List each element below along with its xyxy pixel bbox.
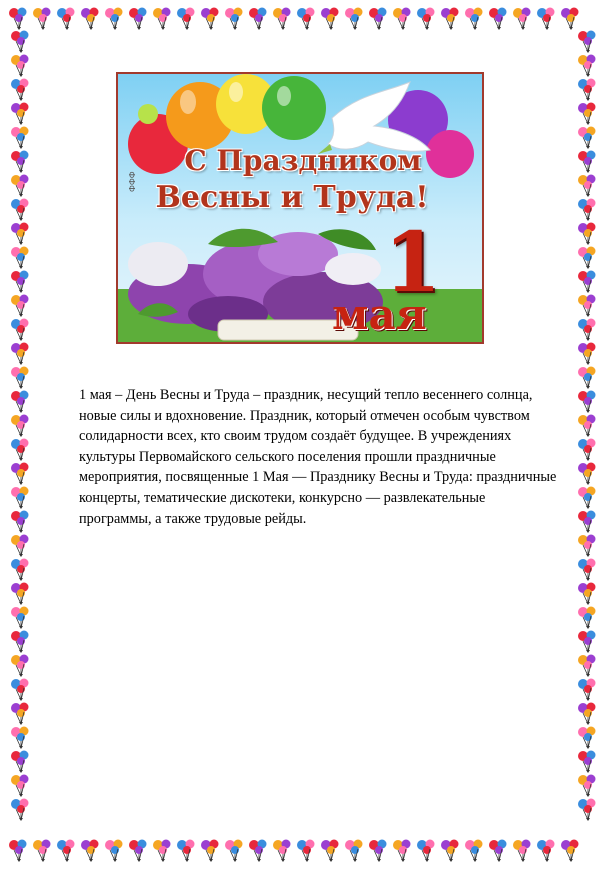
balloon-bunch-icon [577, 102, 599, 126]
balloon-bunch-icon [10, 726, 32, 750]
balloon-bunch-icon [32, 7, 54, 31]
balloon-bunch-icon [10, 798, 32, 822]
balloon-bunch-icon [440, 839, 462, 863]
balloon-bunch-icon [577, 174, 599, 198]
balloon-bunch-icon [248, 7, 270, 31]
balloon-bunch-icon [10, 390, 32, 414]
balloon-bunch-icon [577, 486, 599, 510]
balloon-bunch-icon [152, 7, 174, 31]
balloon-bunch-icon [577, 222, 599, 246]
balloon-bunch-icon [272, 839, 294, 863]
balloon-bunch-icon [10, 630, 32, 654]
balloon-bunch-icon [10, 438, 32, 462]
balloon-bunch-icon [10, 750, 32, 774]
balloon-bunch-icon [10, 78, 32, 102]
balloon-bunch-icon [488, 839, 510, 863]
balloon-bunch-icon [440, 7, 462, 31]
balloon-bunch-icon [10, 486, 32, 510]
balloon-bunch-icon [10, 678, 32, 702]
balloon-bunch-icon [416, 839, 438, 863]
balloon-bunch-icon [10, 654, 32, 678]
balloon-bunch-icon [10, 222, 32, 246]
balloon-bunch-icon [577, 510, 599, 534]
balloon-bunch-icon [10, 342, 32, 366]
balloon-bunch-icon [10, 294, 32, 318]
balloon-bunch-icon [10, 150, 32, 174]
balloon-bunch-icon [10, 510, 32, 534]
balloon-bunch-icon [32, 839, 54, 863]
balloon-bunch-icon [200, 839, 222, 863]
balloon-bunch-icon [10, 582, 32, 606]
balloon-bunch-icon [56, 839, 78, 863]
balloon-bunch-icon [577, 414, 599, 438]
balloon-bunch-icon [80, 7, 102, 31]
balloon-bunch-icon [577, 246, 599, 270]
balloon-bunch-icon [320, 7, 342, 31]
balloon-bunch-icon [577, 678, 599, 702]
card-greeting-line2: Весны и Труда! [155, 180, 429, 215]
balloon-bunch-icon [10, 462, 32, 486]
balloon-bunch-icon [10, 702, 32, 726]
balloon-bunch-icon [416, 7, 438, 31]
balloon-bunch-icon [128, 7, 150, 31]
balloon-bunch-icon [368, 7, 390, 31]
balloon-bunch-icon [10, 54, 32, 78]
balloon-bunch-icon [10, 606, 32, 630]
balloon-bunch-icon [224, 7, 246, 31]
balloon-bunch-icon [368, 839, 390, 863]
balloon-bunch-icon [200, 7, 222, 31]
balloon-bunch-icon [577, 654, 599, 678]
balloon-bunch-icon [10, 198, 32, 222]
balloon-bunch-icon [577, 342, 599, 366]
balloon-bunch-icon [10, 102, 32, 126]
card-greeting-line1: С Праздником [184, 144, 422, 177]
balloon-bunch-icon [8, 7, 30, 31]
balloon-bunch-icon [560, 839, 582, 863]
balloon-bunch-icon [577, 30, 599, 54]
balloon-bunch-icon [464, 7, 486, 31]
holiday-greeting-card [116, 72, 484, 344]
balloon-bunch-icon [577, 150, 599, 174]
balloon-bunch-icon [248, 839, 270, 863]
balloon-bunch-icon [10, 414, 32, 438]
balloon-bunch-icon [10, 774, 32, 798]
balloon-bunch-icon [80, 839, 102, 863]
balloon-bunch-icon [577, 726, 599, 750]
balloon-bunch-icon [176, 7, 198, 31]
balloon-bunch-icon [536, 7, 558, 31]
balloon-border-top [8, 4, 601, 34]
balloon-bunch-icon [488, 7, 510, 31]
balloon-bunch-icon [577, 798, 599, 822]
balloon-bunch-icon [344, 7, 366, 31]
balloon-bunch-icon [320, 839, 342, 863]
balloon-bunch-icon [577, 774, 599, 798]
balloon-bunch-icon [577, 582, 599, 606]
balloon-bunch-icon [577, 318, 599, 342]
balloon-bunch-icon [577, 270, 599, 294]
balloon-bunch-icon [577, 558, 599, 582]
balloon-bunch-icon [577, 750, 599, 774]
balloon-bunch-icon [577, 606, 599, 630]
balloon-bunch-icon [296, 839, 318, 863]
balloon-bunch-icon [464, 839, 486, 863]
balloon-bunch-icon [577, 534, 599, 558]
balloon-bunch-icon [577, 294, 599, 318]
balloon-bunch-icon [512, 7, 534, 31]
card-watermark: ФФФ [128, 171, 137, 192]
balloon-bunch-icon [296, 7, 318, 31]
balloon-bunch-icon [577, 366, 599, 390]
balloon-border-bottom [8, 836, 601, 866]
balloon-bunch-icon [56, 7, 78, 31]
balloon-border-right [573, 30, 603, 840]
balloon-bunch-icon [392, 7, 414, 31]
balloon-bunch-icon [104, 839, 126, 863]
balloon-border-left [6, 30, 36, 840]
balloon-bunch-icon [10, 270, 32, 294]
balloon-bunch-icon [152, 839, 174, 863]
balloon-bunch-icon [577, 702, 599, 726]
balloon-bunch-icon [536, 839, 558, 863]
balloon-bunch-icon [224, 839, 246, 863]
balloon-bunch-icon [10, 534, 32, 558]
balloon-bunch-icon [176, 839, 198, 863]
article-paragraph: 1 мая – День Весны и Труда – праздник, несущий тепло весеннего солнца, новые силы и вдохновение. Праздник, который отмечен особым чувством солидарности всех, кто своим трудом создаёт будущее. В учреждениях культуры Первомайского сельского поселения прошли праздничные мероприятия, посвященные 1 Мая — Празднику Весны и Труда: праздничные концерты, тематические дискотеки, конкурсно — развлекательные программы, а также трудовые рейды. [79, 387, 557, 527]
balloon-bunch-icon [10, 246, 32, 270]
balloon-bunch-icon [512, 839, 534, 863]
balloon-bunch-icon [10, 174, 32, 198]
balloon-bunch-icon [10, 318, 32, 342]
balloon-bunch-icon [577, 390, 599, 414]
balloon-bunch-icon [10, 30, 32, 54]
balloon-bunch-icon [272, 7, 294, 31]
balloon-bunch-icon [577, 78, 599, 102]
balloon-bunch-icon [577, 126, 599, 150]
balloon-bunch-icon [128, 839, 150, 863]
card-month: мая [332, 290, 427, 339]
card-day-number: 1 [384, 215, 442, 311]
balloon-bunch-icon [577, 630, 599, 654]
balloon-bunch-icon [577, 462, 599, 486]
balloon-bunch-icon [392, 839, 414, 863]
balloon-bunch-icon [104, 7, 126, 31]
balloon-bunch-icon [577, 54, 599, 78]
balloon-bunch-icon [8, 839, 30, 863]
balloon-bunch-icon [577, 438, 599, 462]
balloon-bunch-icon [577, 198, 599, 222]
balloon-bunch-icon [560, 7, 582, 31]
balloon-bunch-icon [10, 126, 32, 150]
balloon-bunch-icon [344, 839, 366, 863]
balloon-bunch-icon [10, 558, 32, 582]
balloon-bunch-icon [10, 366, 32, 390]
